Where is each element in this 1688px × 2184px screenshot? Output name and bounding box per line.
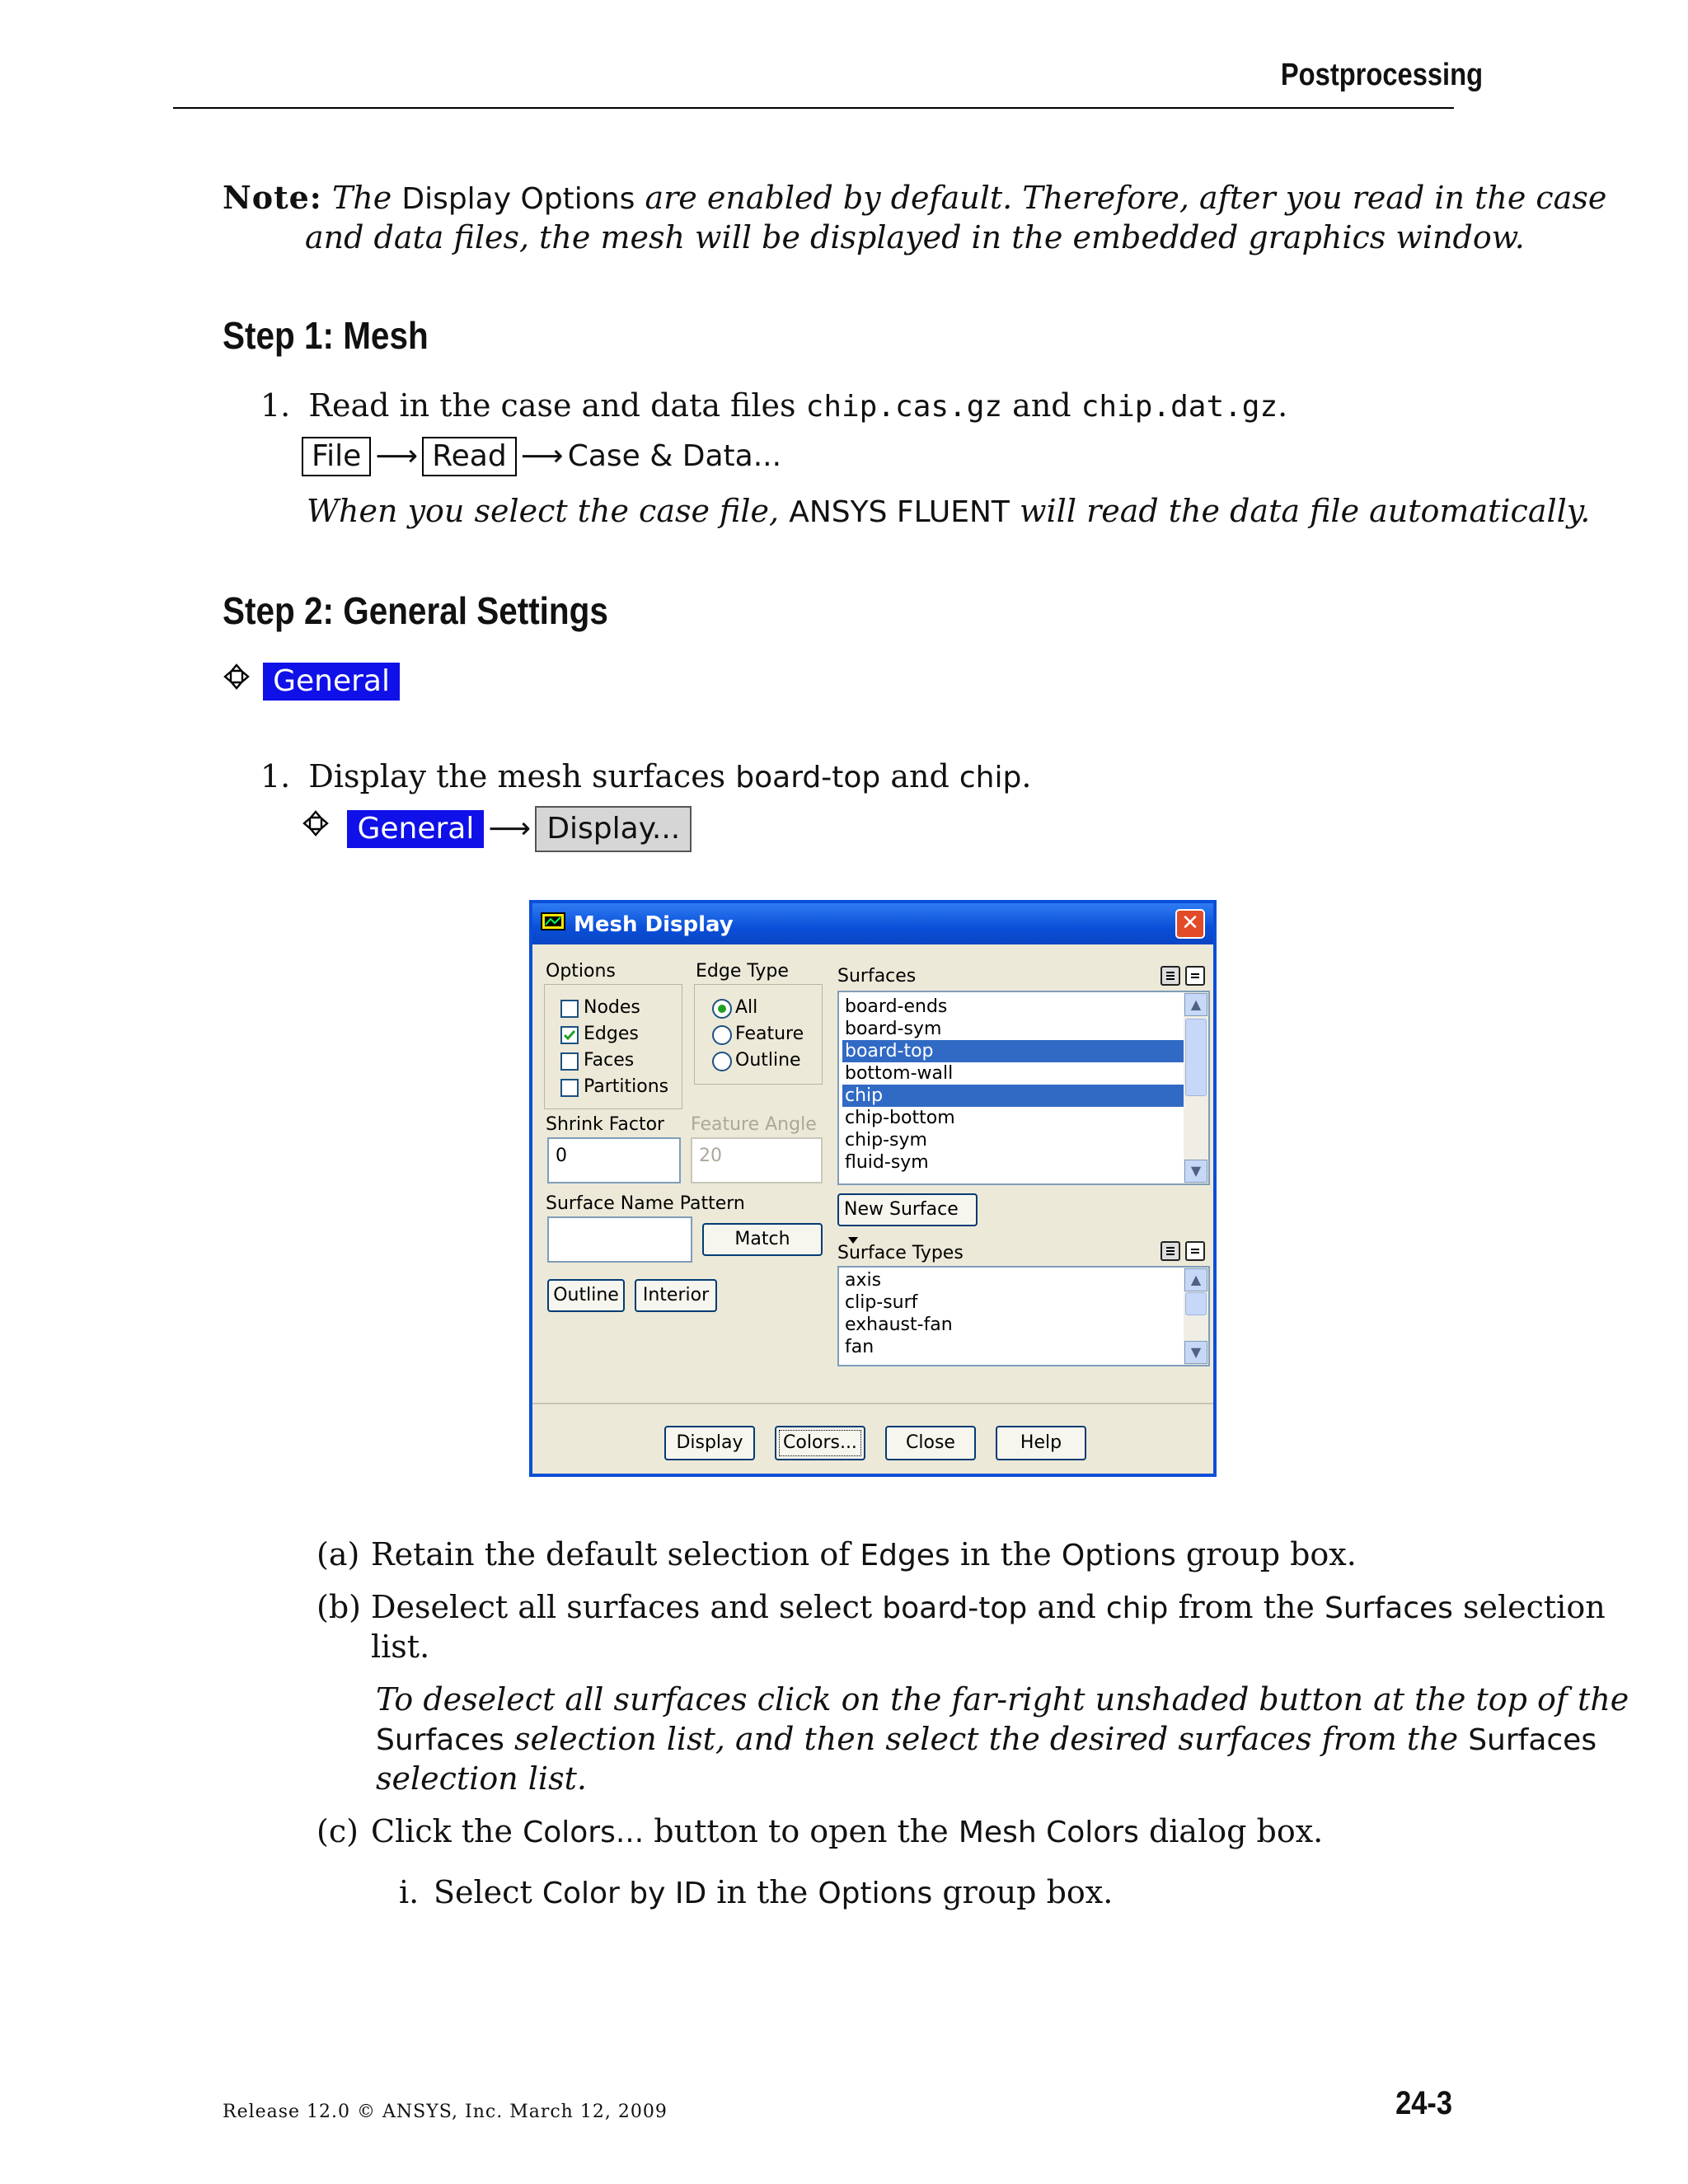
feature-angle-value: 20 bbox=[699, 1146, 722, 1166]
substep-a-edges: Edges bbox=[860, 1539, 950, 1572]
edge-type-all-radio[interactable] bbox=[712, 999, 732, 1019]
step1-note-2: will read the data file automatically. bbox=[1020, 493, 1591, 529]
menu-case-data[interactable]: Case & Data... bbox=[567, 439, 782, 473]
surface-list-item-selected[interactable]: board-top bbox=[842, 1040, 1184, 1062]
surface-type-item[interactable]: axis bbox=[845, 1270, 882, 1291]
step1-heading: Step 1: Mesh bbox=[223, 314, 429, 357]
deselect-all-types-icon[interactable] bbox=[1185, 1241, 1205, 1261]
surface-list-item[interactable]: chip-bottom bbox=[845, 1108, 955, 1128]
checkmark-icon bbox=[562, 1028, 577, 1043]
substep-b-note-3: selection list. bbox=[376, 1760, 587, 1797]
navigation-pane-icon bbox=[223, 663, 251, 691]
step2-surface-board-top: board-top bbox=[735, 761, 881, 794]
menu-arrow: ⟶ bbox=[520, 439, 564, 473]
edges-checkbox[interactable] bbox=[560, 1026, 579, 1044]
substep-c-i bbox=[399, 1872, 1113, 1914]
substep-c bbox=[316, 1811, 1323, 1853]
page-number: 24-3 bbox=[1395, 2085, 1452, 2121]
surface-list-item[interactable]: bottom-wall bbox=[845, 1063, 954, 1084]
step1-note-app: ANSYS FLUENT bbox=[789, 495, 1010, 529]
step1-note-1: When you select the case file, bbox=[307, 493, 780, 529]
substep-b-chip: chip bbox=[1105, 1591, 1169, 1625]
surface-list-item-selected[interactable]: chip bbox=[842, 1085, 1184, 1107]
surface-type-item[interactable]: clip-surf bbox=[845, 1292, 918, 1313]
substep-a-options: Options bbox=[1061, 1539, 1176, 1572]
surface-name-pattern-label: Surface Name Pattern bbox=[546, 1193, 745, 1214]
substep-b-text-1: Deselect all surfaces and select bbox=[371, 1589, 873, 1625]
substep-c-colors: Colors... bbox=[523, 1816, 645, 1849]
edges-label: Edges bbox=[584, 1024, 639, 1044]
scrollbar-thumb[interactable] bbox=[1185, 1019, 1207, 1096]
deselect-all-icon[interactable] bbox=[1185, 966, 1205, 986]
match-button[interactable]: Match bbox=[702, 1223, 823, 1256]
substep-c-text-1: Click the bbox=[371, 1813, 513, 1849]
step2-nav-path bbox=[302, 806, 692, 852]
note-block bbox=[223, 178, 1607, 219]
substep-b-note-surfaces-2: Surfaces bbox=[1468, 1723, 1597, 1757]
edge-type-outline-label: Outline bbox=[735, 1050, 801, 1071]
substep-a-text-3: group box. bbox=[1185, 1536, 1357, 1572]
substep-b-text-4: list. bbox=[371, 1629, 430, 1665]
close-window-icon[interactable]: ✕ bbox=[1175, 909, 1205, 939]
scroll-down-icon[interactable]: ▼ bbox=[1184, 1160, 1207, 1183]
substep-c-mesh-colors: Mesh Colors bbox=[958, 1816, 1139, 1849]
select-all-types-icon[interactable] bbox=[1160, 1241, 1180, 1261]
outline-button[interactable]: Outline bbox=[547, 1279, 625, 1312]
shrink-factor-value: 0 bbox=[556, 1146, 567, 1166]
new-surface-dropdown[interactable] bbox=[837, 1193, 978, 1226]
edge-type-feature-label: Feature bbox=[735, 1024, 804, 1044]
surface-list-item[interactable]: board-sym bbox=[845, 1019, 942, 1039]
edge-type-label: Edge Type bbox=[696, 961, 789, 982]
step2-item-number: 1. bbox=[260, 758, 291, 794]
navigation-pane-icon bbox=[302, 809, 330, 837]
mesh-display-icon bbox=[541, 912, 565, 933]
surfaces-label: Surfaces bbox=[837, 966, 917, 987]
nodes-label: Nodes bbox=[584, 997, 640, 1018]
options-label: Options bbox=[546, 961, 616, 982]
surface-list-item[interactable]: board-ends bbox=[845, 996, 948, 1017]
substep-c-text-3: dialog box. bbox=[1148, 1813, 1324, 1849]
substep-b-note-line-2 bbox=[376, 1719, 1597, 1760]
scrollbar-thumb[interactable] bbox=[1185, 1292, 1207, 1315]
surface-type-item[interactable]: exhaust-fan bbox=[845, 1315, 953, 1335]
note-text-1: The bbox=[331, 180, 392, 216]
dialog-separator bbox=[532, 1403, 1213, 1404]
scroll-up-icon[interactable]: ▲ bbox=[1184, 993, 1207, 1016]
substep-a-label: (a) bbox=[316, 1536, 360, 1572]
step1-menu-path bbox=[302, 437, 781, 476]
step2-general-nav bbox=[223, 663, 400, 701]
step1-note bbox=[307, 491, 1590, 532]
step1-period: . bbox=[1278, 387, 1288, 424]
surface-list-item[interactable]: fluid-sym bbox=[845, 1152, 929, 1173]
footer-release: Release 12.0 © ANSYS, Inc. March 12, 2009 bbox=[223, 2102, 668, 2122]
edge-type-feature-radio[interactable] bbox=[712, 1025, 732, 1045]
substep-i-text-1: Select bbox=[434, 1874, 532, 1910]
substep-i-options: Options bbox=[818, 1877, 933, 1910]
substep-b-board-top: board-top bbox=[882, 1591, 1028, 1625]
radio-selected-dot bbox=[718, 1005, 726, 1013]
partitions-label: Partitions bbox=[584, 1076, 669, 1097]
mesh-display-dialog bbox=[529, 900, 1217, 1477]
scroll-up-icon[interactable]: ▲ bbox=[1184, 1268, 1207, 1291]
edge-type-outline-radio[interactable] bbox=[712, 1052, 732, 1071]
list-lines-icon bbox=[1187, 968, 1203, 984]
substep-b-note-1: To deselect all surfaces click on the far-right unshaded button at the top of the bbox=[376, 1681, 1629, 1718]
substep-b bbox=[316, 1587, 1606, 1629]
step2-and: and bbox=[890, 758, 950, 794]
select-all-icon[interactable] bbox=[1160, 966, 1180, 986]
surface-types-label: Surface Types bbox=[837, 1243, 964, 1263]
substep-b-surfaces: Surfaces bbox=[1325, 1591, 1453, 1625]
nav-general[interactable]: General bbox=[347, 810, 484, 848]
step1-item bbox=[260, 386, 1287, 427]
running-header: Postprocessing bbox=[1280, 58, 1484, 92]
substep-b-note-2: selection list, and then select the desired surfaces from the bbox=[514, 1721, 1459, 1757]
edge-type-all-label: All bbox=[735, 997, 758, 1018]
substep-b-and: and bbox=[1037, 1589, 1096, 1625]
step1-file-data: chip.dat.gz bbox=[1081, 390, 1278, 424]
list-lines-icon bbox=[1187, 1243, 1203, 1259]
step2-item-text: Display the mesh surfaces bbox=[308, 758, 726, 794]
menu-arrow: ⟶ bbox=[375, 439, 419, 473]
step1-and: and bbox=[1012, 387, 1071, 424]
display-button[interactable]: Display bbox=[664, 1426, 755, 1460]
interior-button[interactable]: Interior bbox=[635, 1279, 717, 1312]
shrink-factor-field[interactable] bbox=[547, 1137, 681, 1183]
substep-a-text-1: Retain the default selection of bbox=[371, 1536, 851, 1572]
substep-i-color-by-id: Color by ID bbox=[542, 1877, 707, 1910]
faces-label: Faces bbox=[584, 1050, 635, 1071]
step2-heading: Step 2: General Settings bbox=[223, 589, 608, 632]
general-tag[interactable]: General bbox=[263, 663, 400, 701]
colors-button[interactable]: Colors... bbox=[775, 1426, 865, 1460]
nav-arrow: ⟶ bbox=[488, 812, 532, 846]
dialog-title: Mesh Display bbox=[574, 912, 734, 937]
header-rule bbox=[173, 107, 1454, 109]
shrink-factor-label: Shrink Factor bbox=[546, 1114, 665, 1135]
list-lines-icon bbox=[1162, 1243, 1179, 1259]
new-surface-label: New Surface bbox=[844, 1199, 959, 1220]
substep-c-text-2: button to open the bbox=[654, 1813, 949, 1849]
substep-c-label: (c) bbox=[316, 1813, 359, 1849]
scroll-down-icon[interactable]: ▼ bbox=[1184, 1341, 1207, 1364]
surfaces-list[interactable] bbox=[837, 991, 1210, 1185]
feature-angle-field bbox=[691, 1137, 823, 1183]
surface-type-item[interactable]: fan bbox=[845, 1337, 874, 1357]
feature-angle-label: Feature Angle bbox=[691, 1114, 817, 1135]
faces-checkbox[interactable] bbox=[560, 1052, 579, 1071]
substep-a bbox=[316, 1535, 1357, 1576]
note-display-options: Display Options bbox=[401, 182, 635, 216]
note-label: Note: bbox=[223, 179, 322, 216]
close-button[interactable]: Close bbox=[885, 1426, 976, 1460]
substep-i-text-2: in the bbox=[716, 1874, 809, 1910]
note-text-2: are enabled by default. Therefore, after you read in the case bbox=[645, 180, 1607, 216]
substep-a-text-2: in the bbox=[959, 1536, 1052, 1572]
step2-item bbox=[260, 757, 1031, 798]
help-button[interactable]: Help bbox=[996, 1426, 1086, 1460]
note-text-3: and data files, the mesh will be displayed in the embedded graphics window. bbox=[305, 219, 1525, 255]
surface-name-pattern-field[interactable] bbox=[547, 1216, 692, 1263]
nav-display-button[interactable]: Display... bbox=[535, 806, 692, 852]
substep-i-text-3: group box. bbox=[942, 1874, 1114, 1910]
nodes-checkbox[interactable] bbox=[560, 1000, 579, 1018]
step1-item-text: Read in the case and data files bbox=[308, 387, 796, 424]
dialog-titlebar[interactable] bbox=[532, 903, 1213, 944]
menu-read[interactable]: Read bbox=[422, 437, 516, 476]
menu-file[interactable]: File bbox=[302, 437, 371, 476]
surface-list-item[interactable]: chip-sym bbox=[845, 1130, 927, 1151]
list-lines-icon bbox=[1162, 968, 1179, 984]
step1-file-case: chip.cas.gz bbox=[805, 390, 1003, 424]
step2-surface-chip: chip bbox=[959, 761, 1022, 794]
substep-b-note-surfaces-1: Surfaces bbox=[376, 1723, 504, 1757]
substep-b-label: (b) bbox=[316, 1589, 361, 1625]
step1-item-number: 1. bbox=[260, 387, 291, 424]
substep-b-text-3: selection bbox=[1463, 1589, 1606, 1625]
step2-period: . bbox=[1021, 758, 1032, 794]
substep-b-text-2: from the bbox=[1178, 1589, 1315, 1625]
partitions-checkbox[interactable] bbox=[560, 1079, 579, 1097]
substep-i-label: i. bbox=[399, 1874, 420, 1910]
surface-types-list[interactable] bbox=[837, 1266, 1210, 1366]
